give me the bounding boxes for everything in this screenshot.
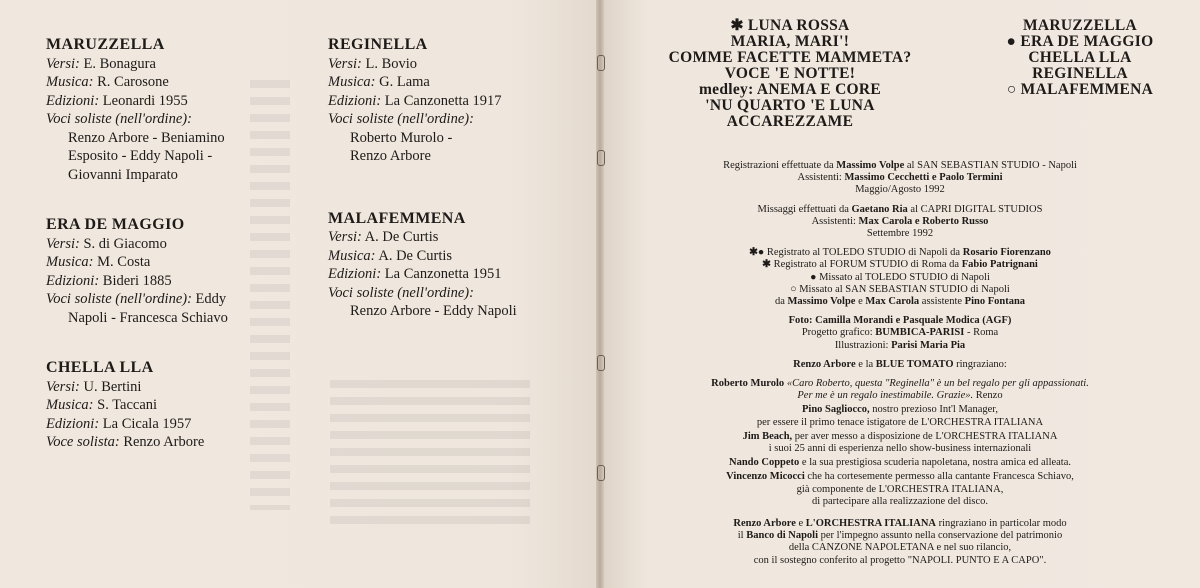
thanks-heading — [650, 359, 1150, 371]
credit-name: Gaetano Ria — [851, 203, 908, 215]
credit-name: Parisi Maria Pia — [891, 339, 966, 351]
voci-label: Voci soliste (nell'ordine): — [46, 111, 192, 127]
credit-text: al CAPRI DIGITAL STUDIOS — [910, 203, 1043, 215]
song-title: MARUZZELLA — [46, 36, 165, 53]
voci-line: Renzo Arbore - Beniamino — [68, 129, 225, 146]
credit-name: Renzo Arbore — [793, 358, 856, 370]
credit-text: - Roma — [966, 327, 999, 339]
song-entry — [328, 210, 517, 321]
credit-text: e — [858, 296, 863, 308]
credit-name: Max Carola e Roberto Russo — [858, 215, 989, 227]
credit-text: assistente — [921, 296, 963, 308]
credit-text: Assistenti: — [811, 215, 856, 227]
filled-dot-icon: ● — [810, 271, 817, 283]
musica-value: M. Costa — [97, 254, 151, 270]
credit-name: Massimo Volpe — [787, 296, 856, 308]
musica-value: R. Carosone — [97, 74, 169, 90]
voce-label: Voce solista: — [46, 434, 120, 450]
track-title: ○ MALAFEMMENA — [1006, 81, 1154, 98]
credit-text: della CANZONE NAPOLETANA e nel suo rilancio, — [788, 542, 1012, 554]
track-title: 'NU QUARTO 'E LUNA — [705, 97, 875, 114]
edizioni-value: Leonardi 1955 — [102, 92, 188, 109]
staple — [597, 150, 605, 166]
thanks-sagliocco — [650, 404, 1150, 428]
song-entry — [46, 36, 228, 184]
credit-text: con il sostegno conferito al progetto "NAPOLI. PUNTO E A CAPO". — [753, 554, 1047, 566]
voci-label: Voci soliste (nell'ordine): — [328, 284, 474, 301]
track-title: COMME FACETTE MAMMETA? — [668, 49, 912, 66]
credit-text: il — [737, 530, 744, 542]
edizioni-label: Edizioni: — [328, 266, 382, 282]
versi-value: L. Bovio — [365, 55, 418, 72]
booklet-spine — [596, 0, 604, 588]
song-column-2 — [328, 36, 517, 353]
credit-name: L'ORCHESTRA ITALIANA — [805, 518, 937, 530]
art-credits — [650, 315, 1150, 352]
versi-value: U. Bertini — [83, 378, 142, 395]
credit-name: Max Carola — [865, 296, 920, 308]
asterisk-dot-icon: ✱● — [749, 247, 765, 259]
musica-label: Musica: — [328, 247, 376, 264]
credit-text: Missato al SAN SEBASTIAN STUDIO di Napoli — [799, 283, 1010, 295]
credit-text: già componente de L'ORCHESTRA ITALIANA, — [796, 483, 1004, 495]
credit-date: Settembre 1992 — [866, 228, 934, 240]
thanks-coppeto — [650, 457, 1150, 469]
song-title: ERA DE MAGGIO — [46, 216, 185, 233]
edizioni-value: La Canzonetta 1951 — [384, 266, 502, 282]
credit-text: Progetto grafico: — [801, 327, 873, 339]
credit-text: che ha cortesemente permesso alla cantante Francesca Schiavo, — [807, 471, 1074, 483]
credit-text: da — [774, 296, 785, 308]
song-title: CHELLA LLA — [46, 359, 154, 376]
track-title: ACCAREZZAME — [726, 113, 854, 130]
voci-line: Giovanni Imparato — [68, 166, 178, 183]
song-title: REGINELLA — [328, 36, 428, 53]
edizioni-value: La Canzonetta 1917 — [384, 92, 502, 109]
staple — [597, 55, 605, 71]
show-through-texture — [250, 80, 290, 510]
musica-label: Musica: — [46, 74, 94, 90]
edizioni-label: Edizioni: — [328, 92, 382, 109]
versi-label: Versi: — [46, 235, 80, 252]
credit-text: e la — [858, 358, 874, 370]
song-entry — [46, 359, 228, 452]
credit-text: Assistenti: — [797, 172, 842, 184]
credit-text: e — [798, 518, 804, 530]
credit-date: Maggio/Agosto 1992 — [855, 184, 945, 196]
edizioni-label: Edizioni: — [46, 272, 100, 289]
credit-name: Vincenzo Micocci — [726, 471, 805, 483]
credit-name: Nando Coppeto — [728, 457, 800, 469]
versi-value: E. Bonagura — [83, 55, 156, 72]
credit-text: ringraziano: — [956, 358, 1007, 370]
track-title: MARUZZELLA — [1022, 17, 1138, 34]
credit-quote: «Caro Roberto, questa "Reginella" è un bel regalo per gli appassionati. — [786, 378, 1089, 390]
credit-name: BLUE TOMATO — [875, 358, 954, 370]
versi-label: Versi: — [328, 229, 362, 245]
credit-name: Massimo Cecchetti e Paolo Termini — [844, 172, 1003, 184]
versi-label: Versi: — [46, 378, 80, 395]
thanks-beach — [650, 431, 1150, 455]
credits-block — [650, 160, 1150, 574]
credit-text: Renzo — [975, 390, 1003, 402]
edizioni-value: La Cicala 1957 — [102, 415, 192, 432]
credit-name: Massimo Volpe — [836, 160, 905, 171]
track-title: MARIA, MARI'! — [730, 33, 850, 50]
voci-line: Renzo Arbore - Eddy Napoli — [350, 303, 517, 319]
credit-name: Pino Fontana — [964, 296, 1026, 308]
voci-inline: Eddy — [195, 291, 227, 307]
musica-value: S. Taccani — [97, 397, 158, 413]
credit-text: Registrato al FORUM STUDIO di Roma da — [773, 259, 960, 271]
track-title: REGINELLA — [1032, 65, 1128, 82]
credit-text: i suoi 25 anni di esperienza nello show-business internazionali — [768, 443, 1032, 455]
credit-text: ringraziano in particolar modo — [938, 518, 1067, 530]
song-entry — [46, 216, 228, 327]
asterisk-icon: ✱ — [762, 259, 771, 271]
track-list-a — [640, 18, 940, 130]
hollow-dot-icon: ○ — [790, 283, 797, 295]
credit-name: BUMBICA-PARISI — [875, 327, 965, 339]
thanks-murolo — [650, 378, 1150, 402]
credit-text: e la sua prestigiosa scuderia napoletana, nostra amica ed alleata. — [801, 457, 1072, 469]
edizioni-value: Bideri 1885 — [102, 272, 172, 289]
track-list-b — [975, 18, 1185, 98]
mixing-credits — [650, 204, 1150, 241]
musica-label: Musica: — [46, 254, 94, 270]
edizioni-label: Edizioni: — [46, 415, 100, 432]
credit-quote: Per me è un regalo inestimabile. Grazie». — [797, 390, 974, 402]
voci-label: Voci soliste (nell'ordine): — [46, 291, 192, 307]
credit-text: nostro prezioso Int'l Manager, — [872, 404, 998, 416]
staple — [597, 465, 605, 481]
credit-text: per essere il primo tenace istigatore de L'ORCHESTRA ITALIANA — [756, 416, 1044, 428]
credit-text: Illustrazioni: — [834, 339, 889, 351]
edizioni-label: Edizioni: — [46, 92, 100, 109]
song-entry — [328, 36, 517, 166]
studio-legend — [650, 247, 1150, 308]
credit-name: Roberto Murolo — [711, 378, 785, 390]
track-title: CHELLA LLA — [1028, 49, 1132, 66]
thanks-banco — [650, 518, 1150, 567]
track-title: ✱ LUNA ROSSA — [730, 17, 850, 34]
versi-label: Versi: — [328, 55, 362, 72]
credit-name: Fabio Patrignani — [961, 259, 1038, 271]
staple — [597, 355, 605, 371]
versi-value: A. De Curtis — [364, 229, 439, 245]
show-through-texture — [330, 380, 530, 530]
musica-label: Musica: — [328, 74, 376, 90]
credit-text: Missato al TOLEDO STUDIO di Napoli — [819, 271, 990, 283]
voce-value: Renzo Arbore — [123, 434, 205, 450]
credit-text: Missaggi effettuati da — [757, 203, 849, 215]
thanks-micocci — [650, 471, 1150, 508]
credit-text: Registrato al TOLEDO STUDIO di Napoli da — [766, 247, 961, 259]
versi-value: S. di Giacomo — [83, 235, 167, 252]
voci-line: Napoli - Francesca Schiavo — [68, 309, 228, 326]
song-title: MALAFEMMENA — [328, 209, 466, 227]
credit-text: per aver messo a disposizione de L'ORCHESTRA ITALIANA — [794, 430, 1058, 442]
track-title: VOCE 'E NOTTE! — [724, 65, 856, 82]
credit-name: Jim Beach, — [742, 430, 793, 442]
musica-label: Musica: — [46, 397, 94, 413]
credit-name: Banco di Napoli — [746, 530, 819, 542]
versi-label: Versi: — [46, 55, 80, 72]
credit-name: Renzo Arbore — [733, 518, 796, 530]
credit-text: Registrazioni effettuate da — [723, 160, 834, 171]
musica-value: A. De Curtis — [378, 247, 453, 264]
track-title: ● ERA DE MAGGIO — [1006, 33, 1154, 50]
voci-line: Roberto Murolo - — [350, 129, 453, 146]
credit-text: al SAN SEBASTIAN STUDIO - Napoli — [906, 160, 1077, 171]
recording-credits — [650, 160, 1150, 197]
song-column-1 — [46, 36, 228, 484]
track-title: medley: ANEMA E CORE — [698, 81, 882, 98]
voci-line: Renzo Arbore — [350, 148, 431, 164]
voci-label: Voci soliste (nell'ordine): — [328, 111, 474, 127]
voci-line: Esposito - Eddy Napoli - — [68, 148, 213, 164]
credit-text: di partecipare alla realizzazione del disco. — [811, 495, 989, 507]
credit-text: per l'impegno assunto nella conservazione del patrimonio — [820, 530, 1063, 542]
musica-value: G. Lama — [379, 74, 430, 90]
credit-name: Pino Sagliocco, — [802, 404, 870, 416]
photo-credit: Foto: Camilla Morandi e Pasquale Modica (AGF) — [788, 315, 1012, 327]
credit-name: Rosario Fiorenzano — [962, 247, 1051, 259]
